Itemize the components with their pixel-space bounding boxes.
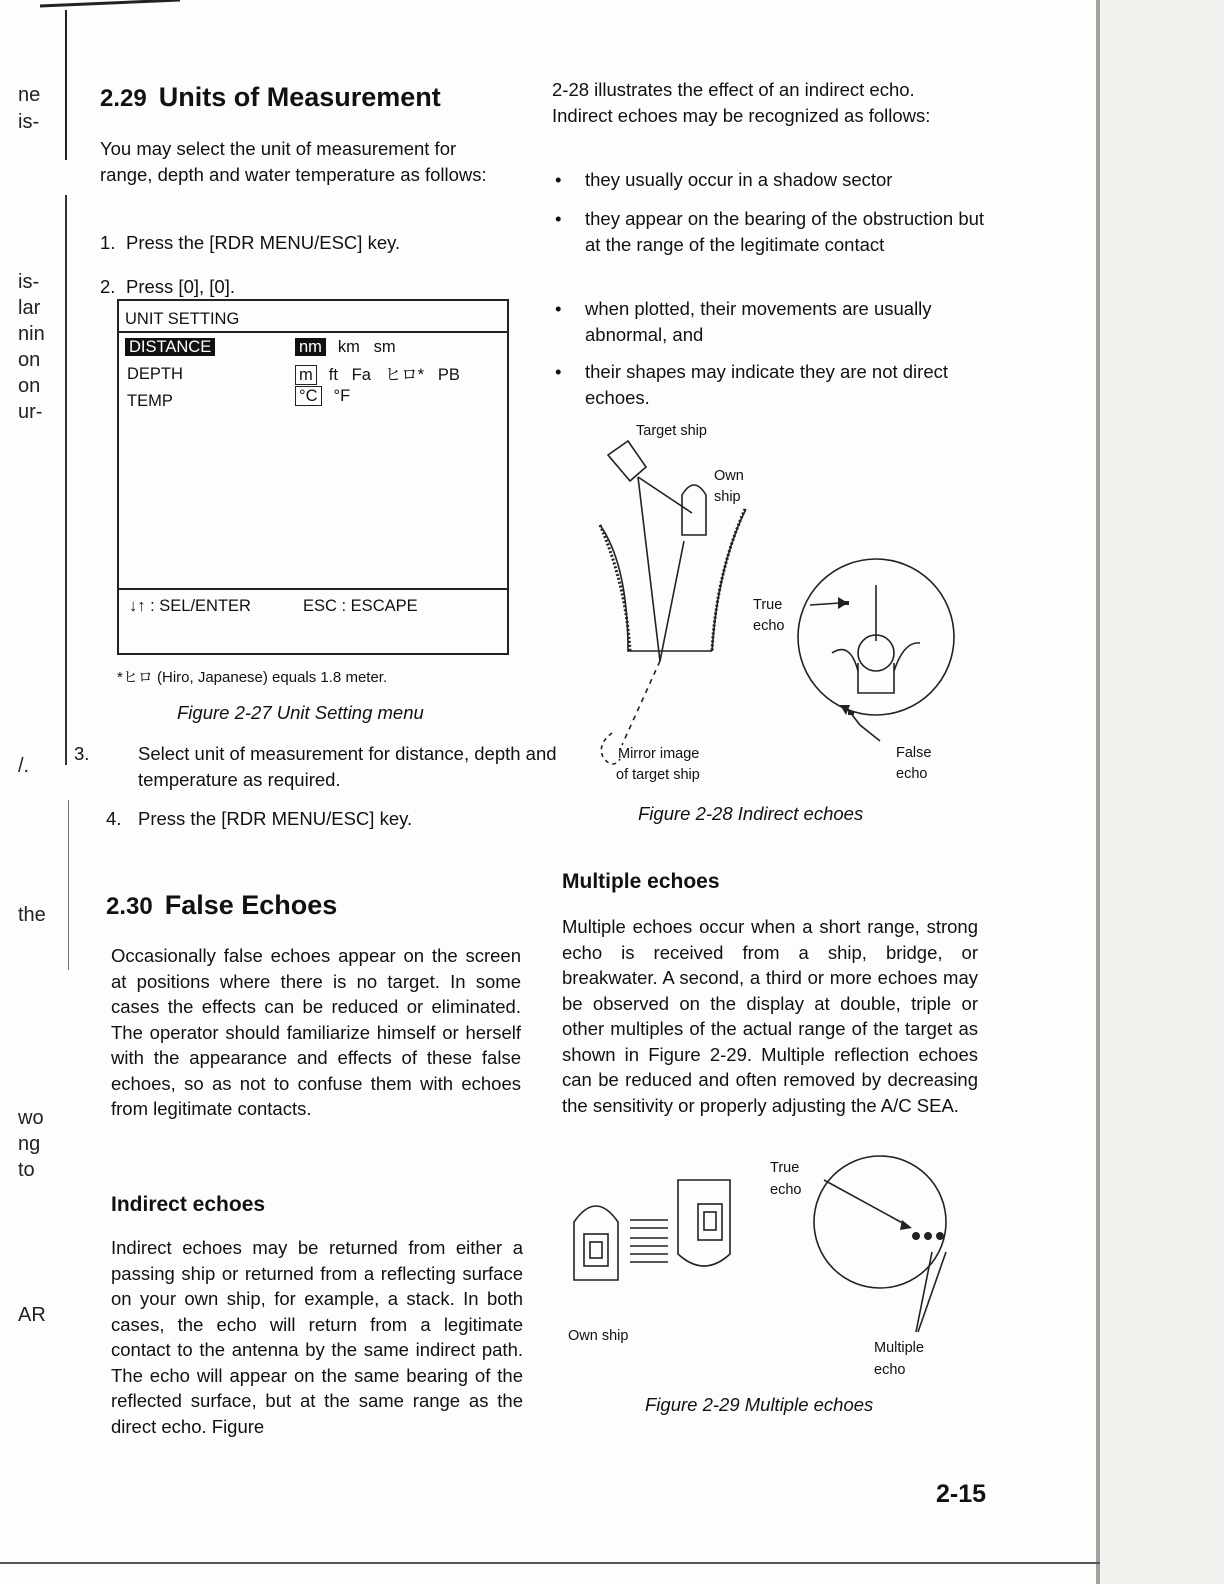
bullet-4: • their shapes may indicate they are not direct echoes. [555, 361, 948, 408]
false-echoes-paragraph: Occasionally false echoes appear on the screen at positions where there is no target. In some cases the effects can be reduced or eliminated. The operator should familiarize himself or herself with the appearance and effects of these false echoes, so as not to confuse them with echoes from legitimate contacts. [111, 945, 521, 1119]
figure-2-27-caption: Figure 2-27 Unit Setting menu [177, 702, 424, 723]
intro-paragraph: You may select the unit of measurement for range, depth and water temperature as follows: [100, 138, 487, 185]
svg-text:True: True [753, 597, 783, 613]
bullet-2: • they appear on the bearing of the obstruction but at the range of the legitimate contact [555, 208, 985, 255]
menu-row-depth[interactable]: DEPTH [127, 365, 183, 383]
page-number: 2-15 [936, 1480, 987, 1508]
indirect-echoes-paragraph: Indirect echoes may be returned from either a passing ship or returned from a reflecting surface on your own ship, for example, a stack. In both cases, the echo will return from a legitimate contact to the antenna by the same indirect path. The echo will appear on the same bearing of the reflected surface, but at the same range as the direct echo. Figure [111, 1237, 523, 1437]
bottom-rule [0, 1562, 1100, 1564]
scan-margin [1100, 0, 1224, 1584]
step-2: 2. Press [0], [0]. [100, 276, 235, 297]
unit-setting-menu [117, 299, 509, 655]
svg-text:Mirror image: Mirror image [618, 746, 700, 762]
menu-title: UNIT SETTING [125, 310, 240, 328]
svg-text:echo: echo [770, 1182, 802, 1198]
bullet-1: • they usually occur in a shadow sector [555, 169, 893, 190]
menu-footer-escape: ESC : ESCAPE [303, 597, 418, 615]
section-heading-2-29: 2.29 Units of Measurement [100, 82, 441, 112]
indirect-continued-paragraph: 2-28 illustrates the effect of an indirect echo. Indirect echoes may be recognized as follows: [552, 79, 931, 126]
multiple-echoes-paragraph: Multiple echoes occur when a short range, strong echo is received from a ship, bridge, or breakwater. A second, a third or more echoes may be observed on the display at double, triple or other multiples of the actual range of the target as shown in Figure 2-29. Multiple reflection echoes can be reduced and often removed by decreasing the sensitivity or properly adjusting the A/C SEA. [562, 916, 978, 1116]
menu-footer-select: ↓↑ : SEL/ENTER [129, 597, 251, 615]
figure-2-29-caption: Figure 2-29 Multiple echoes [645, 1394, 874, 1415]
step-4: 4. Press the [RDR MENU/ESC] key. [106, 808, 413, 829]
step-1: 1. Press the [RDR MENU/ESC] key. [100, 232, 401, 253]
figure-2-28-caption: Figure 2-28 Indirect echoes [638, 803, 864, 824]
temp-options[interactable]: °C °F [295, 387, 350, 406]
menu-row-distance[interactable]: DISTANCE [125, 338, 215, 357]
depth-options[interactable]: m ft Fa ヒロ* PB [295, 361, 460, 385]
change-bar [65, 195, 67, 765]
svg-text:echo: echo [874, 1362, 906, 1378]
distance-options[interactable]: nm km sm [295, 338, 396, 357]
bullet-3: • when plotted, their movements are usually abnormal, and [555, 298, 932, 345]
section-heading-2-30: 2.30 False Echoes [106, 890, 338, 920]
svg-text:Own: Own [714, 468, 744, 484]
svg-text:False: False [896, 745, 932, 761]
figure-2-29-diagram [560, 1150, 980, 1385]
step-3: 3. Select unit of measurement for distance, depth and temperature as required. [74, 743, 557, 790]
svg-text:echo: echo [896, 766, 928, 782]
target-ship-icon [608, 441, 646, 481]
own-ship-icon [574, 1206, 618, 1280]
svg-text:True: True [770, 1160, 800, 1176]
indirect-echoes-heading: Indirect echoes [111, 1193, 266, 1216]
svg-text:Target ship: Target ship [636, 423, 707, 439]
change-bar-faint [68, 800, 69, 970]
multiple-echoes-heading: Multiple echoes [562, 870, 720, 893]
svg-text:ship: ship [714, 489, 741, 505]
own-ship-icon [682, 485, 706, 535]
svg-text:Own ship: Own ship [568, 1328, 629, 1344]
figure-2-28-diagram [560, 415, 980, 795]
svg-text:of target ship: of target ship [616, 767, 700, 783]
svg-text:echo: echo [753, 618, 785, 634]
footnote: *ヒロ (Hiro, Japanese) equals 1.8 meter. [117, 669, 388, 686]
svg-text:Multiple: Multiple [874, 1340, 924, 1356]
menu-row-temp[interactable]: TEMP [127, 392, 173, 410]
